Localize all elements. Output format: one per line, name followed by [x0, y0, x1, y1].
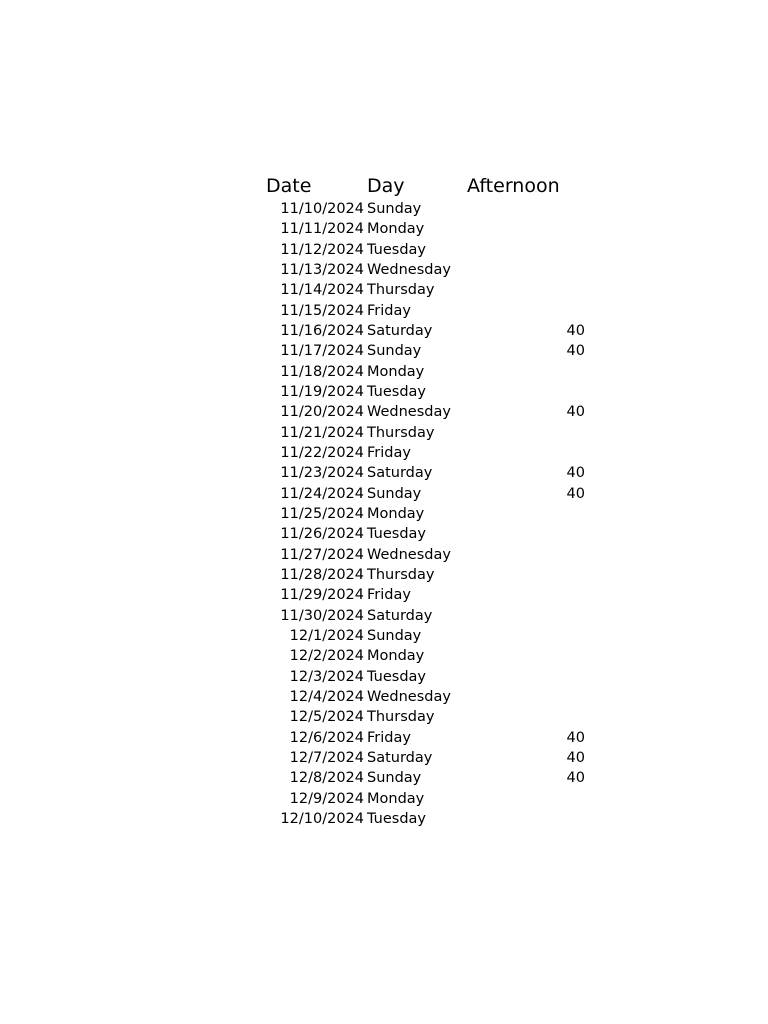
schedule-table	[266, 174, 596, 829]
cell-date: 11/20/2024	[280, 404, 364, 421]
cell-date: 12/5/2024	[289, 709, 364, 726]
cell-date: 12/8/2024	[289, 770, 364, 787]
table-row	[266, 260, 596, 280]
cell-date: 11/24/2024	[280, 485, 364, 502]
table-row	[266, 646, 596, 666]
table-row	[266, 423, 596, 443]
table-row	[266, 504, 596, 524]
table-row	[266, 280, 596, 300]
table-row	[266, 362, 596, 382]
table-row	[266, 809, 596, 829]
cell-date: 11/16/2024	[280, 322, 364, 339]
table-row	[266, 565, 596, 585]
cell-date: 11/19/2024	[280, 383, 364, 400]
cell-day: Monday	[367, 505, 425, 522]
cell-date: 12/4/2024	[289, 688, 364, 705]
cell-day: Friday	[367, 444, 411, 461]
cell-afternoon: 40	[566, 749, 585, 766]
table-row	[266, 463, 596, 483]
cell-day: Saturday	[367, 322, 433, 339]
cell-date: 11/12/2024	[280, 241, 364, 258]
cell-date: 12/2/2024	[289, 648, 364, 665]
table-row	[266, 301, 596, 321]
cell-date: 11/10/2024	[280, 201, 364, 217]
cell-day: Tuesday	[367, 668, 426, 685]
cell-afternoon: 40	[566, 465, 585, 482]
cell-day: Tuesday	[367, 383, 426, 400]
cell-day: Friday	[367, 729, 411, 746]
cell-day: Tuesday	[367, 241, 426, 258]
cell-date: 11/22/2024	[280, 444, 364, 461]
table-header	[266, 174, 596, 199]
cell-date: 12/1/2024	[289, 627, 364, 644]
cell-date: 11/23/2024	[280, 465, 364, 482]
cell-day: Saturday	[367, 607, 433, 624]
header-afternoon: Afternoon	[467, 175, 560, 197]
cell-date: 11/17/2024	[280, 343, 364, 360]
cell-date: 11/27/2024	[280, 546, 364, 563]
cell-date: 11/28/2024	[280, 566, 364, 583]
table-row	[266, 341, 596, 361]
cell-date: 11/30/2024	[280, 607, 364, 624]
header-date: Date	[266, 175, 312, 197]
cell-day: Sunday	[367, 485, 422, 502]
cell-date: 11/29/2024	[280, 587, 364, 604]
cell-day: Sunday	[367, 770, 422, 787]
cell-day: Thursday	[367, 566, 435, 583]
cell-date: 11/15/2024	[280, 302, 364, 319]
cell-date: 11/21/2024	[280, 424, 364, 441]
cell-day: Wednesday	[367, 404, 451, 421]
cell-afternoon: 40	[566, 343, 585, 360]
cell-day: Thursday	[367, 709, 435, 726]
cell-afternoon: 40	[566, 770, 585, 787]
table-row	[266, 402, 596, 422]
cell-day: Thursday	[367, 424, 435, 441]
table-row	[266, 219, 596, 239]
table-row	[266, 768, 596, 788]
table-row	[266, 748, 596, 768]
table-row	[266, 707, 596, 727]
table-row	[266, 606, 596, 626]
cell-afternoon: 40	[566, 729, 585, 746]
cell-day: Wednesday	[367, 261, 451, 278]
cell-date: 11/25/2024	[280, 505, 364, 522]
cell-date: 11/14/2024	[280, 282, 364, 299]
table-row	[266, 321, 596, 341]
cell-day: Monday	[367, 790, 425, 807]
cell-day: Saturday	[367, 749, 433, 766]
cell-day: Thursday	[367, 282, 435, 299]
cell-date: 12/9/2024	[289, 790, 364, 807]
cell-date: 12/7/2024	[289, 749, 364, 766]
cell-afternoon: 40	[566, 322, 585, 339]
cell-day: Sunday	[367, 343, 422, 360]
table-row	[266, 687, 596, 707]
cell-date: 12/10/2024	[280, 810, 364, 827]
table-row	[266, 545, 596, 565]
cell-day: Wednesday	[367, 546, 451, 563]
cell-day: Monday	[367, 363, 425, 380]
cell-day: Monday	[367, 648, 425, 665]
cell-day: Tuesday	[367, 526, 426, 543]
cell-date: 11/11/2024	[280, 221, 364, 238]
cell-afternoon: 40	[566, 485, 585, 502]
cell-day: Friday	[367, 302, 411, 319]
cell-day: Monday	[367, 221, 425, 238]
cell-date: 11/26/2024	[280, 526, 364, 543]
table-row	[266, 484, 596, 504]
cell-day: Wednesday	[367, 688, 451, 705]
cell-date: 11/18/2024	[280, 363, 364, 380]
table-row	[266, 443, 596, 463]
cell-day: Sunday	[367, 627, 422, 644]
cell-day: Saturday	[367, 465, 433, 482]
cell-day: Tuesday	[367, 810, 426, 827]
header-day: Day	[367, 175, 405, 197]
table-row	[266, 626, 596, 646]
table-row	[266, 199, 596, 219]
table-row	[266, 240, 596, 260]
table-body	[266, 199, 596, 829]
table-row	[266, 667, 596, 687]
cell-afternoon: 40	[566, 404, 585, 421]
cell-day: Sunday	[367, 201, 422, 217]
table-row	[266, 524, 596, 544]
cell-day: Friday	[367, 587, 411, 604]
table-row	[266, 382, 596, 402]
table-row	[266, 585, 596, 605]
cell-date: 12/6/2024	[289, 729, 364, 746]
table-row	[266, 789, 596, 809]
table-row	[266, 728, 596, 748]
cell-date: 11/13/2024	[280, 261, 364, 278]
cell-date: 12/3/2024	[289, 668, 364, 685]
